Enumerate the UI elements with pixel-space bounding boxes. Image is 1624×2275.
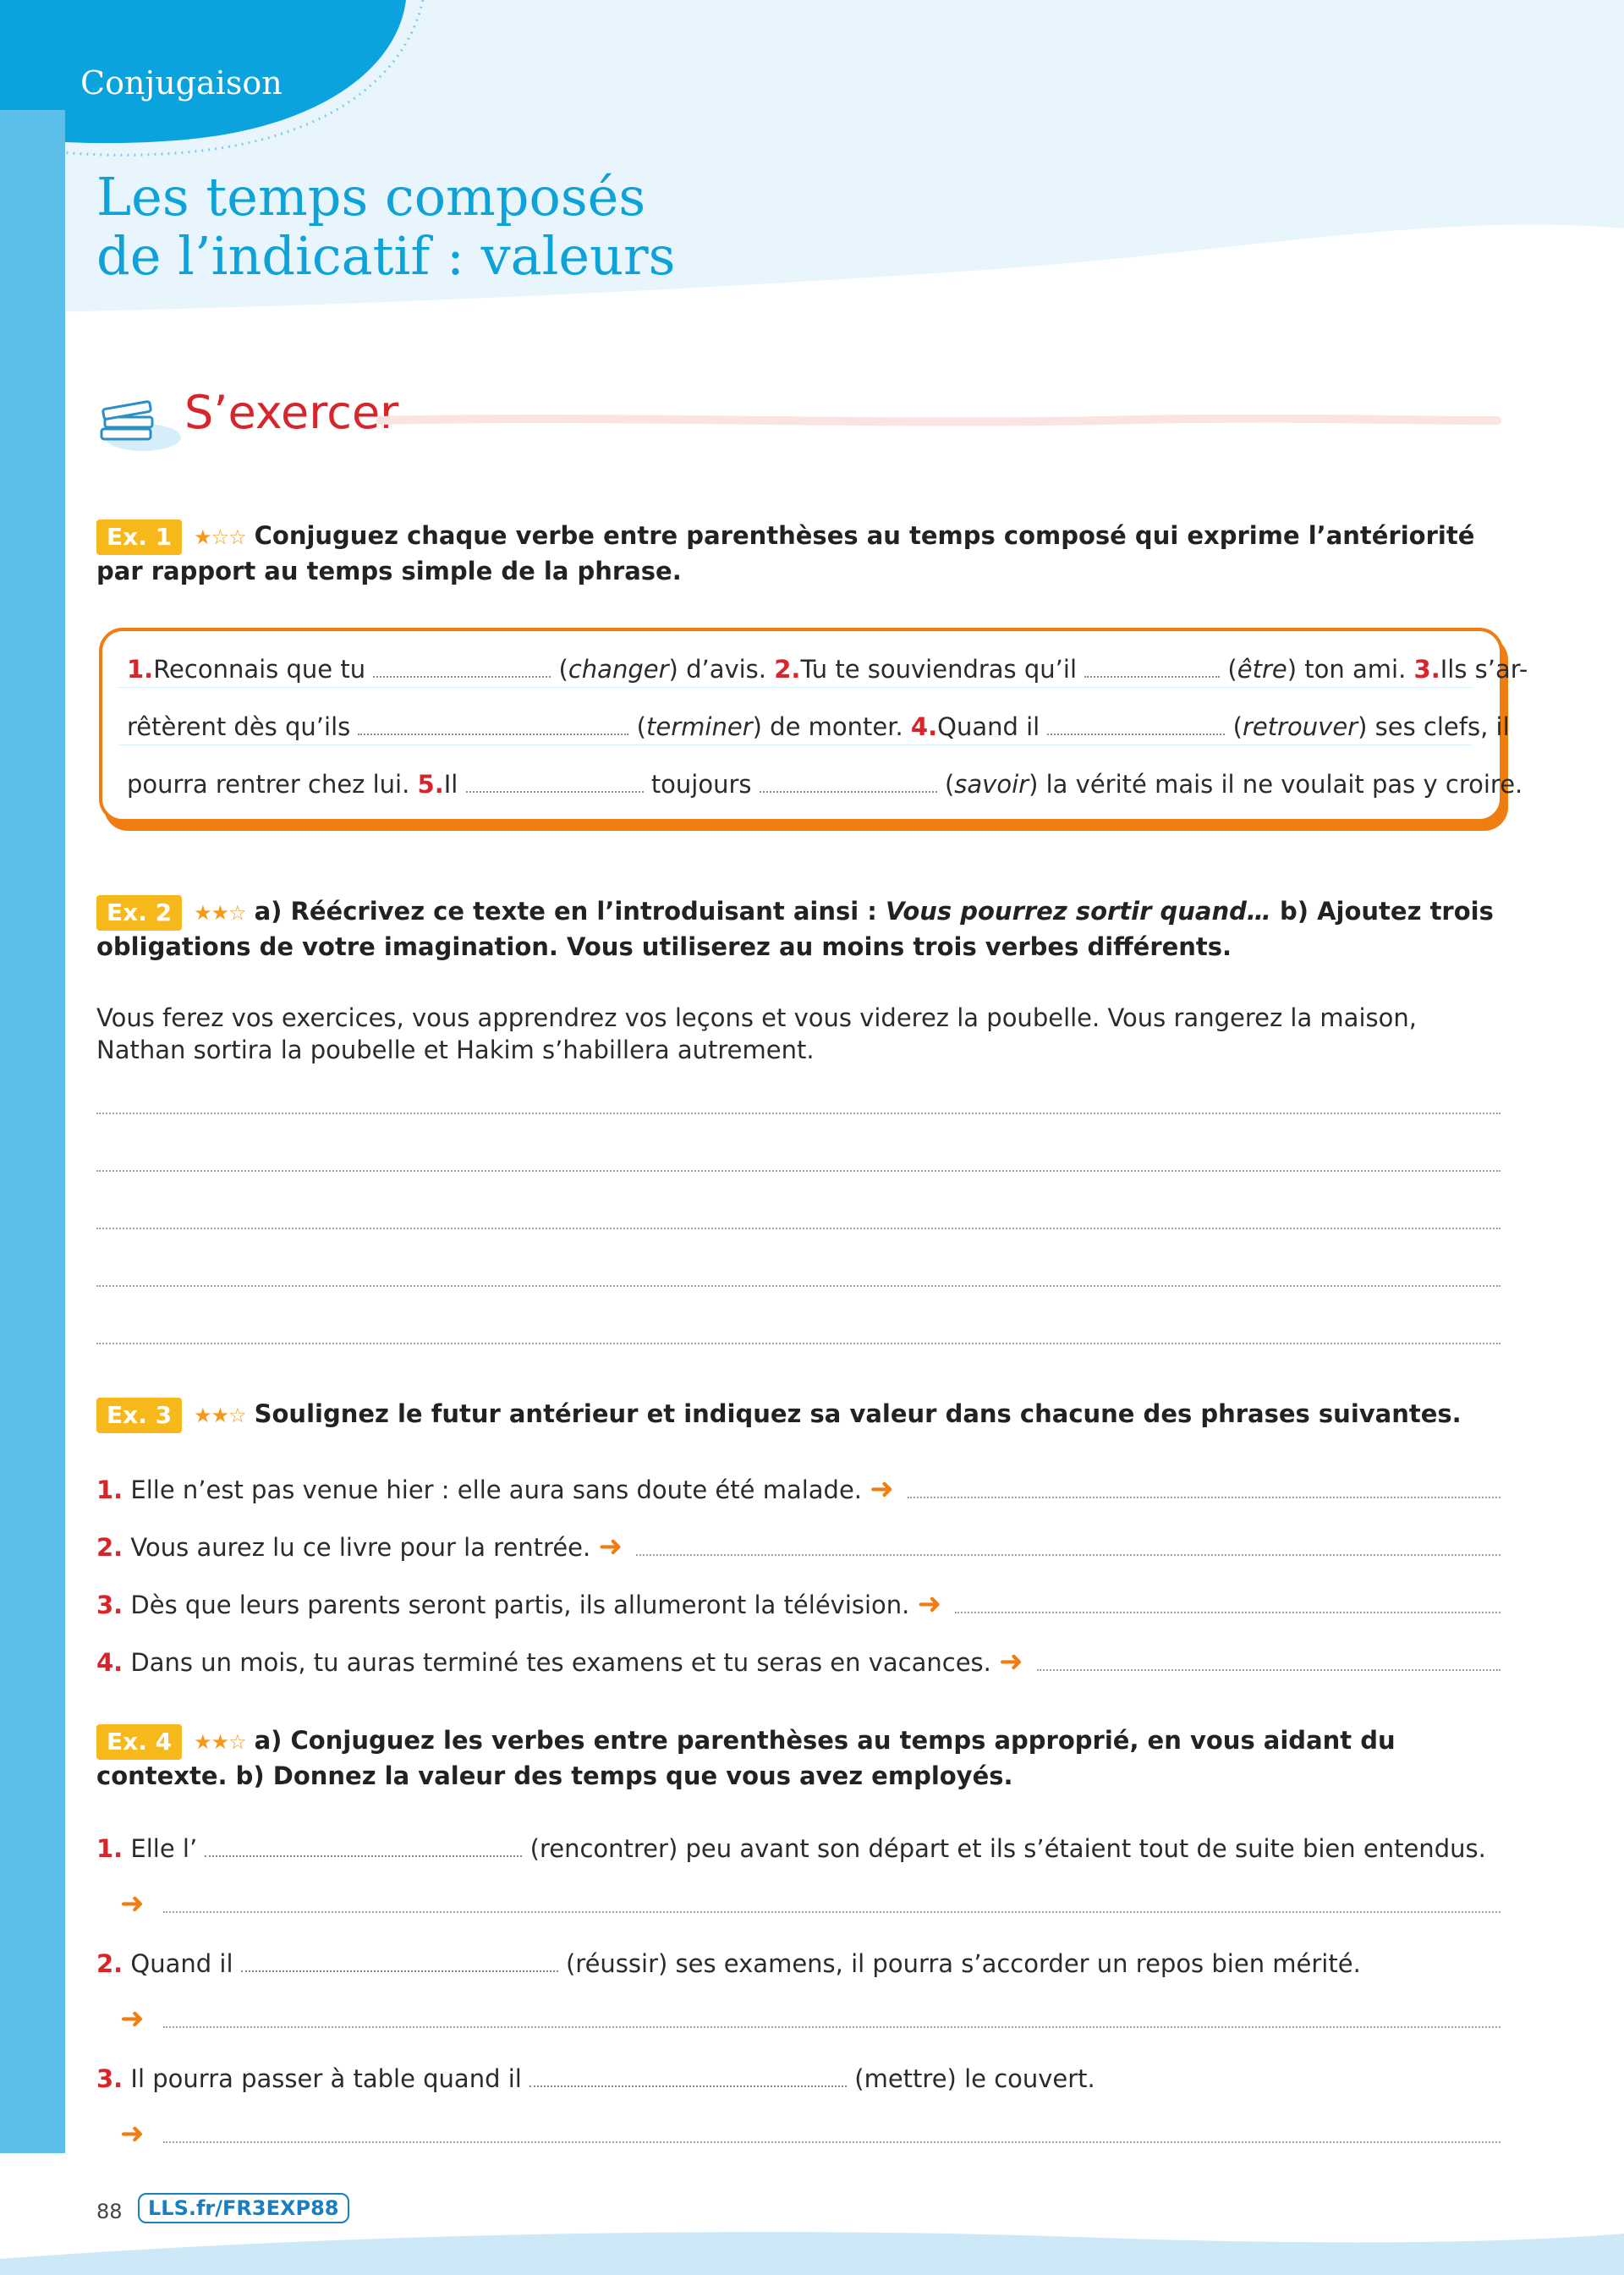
- arrow-icon: ➜: [120, 2002, 145, 2036]
- answer-line[interactable]: [955, 1612, 1501, 1613]
- ex1-text: ses clefs, il: [1374, 712, 1510, 741]
- page-title: [96, 168, 675, 286]
- answer-line[interactable]: [636, 1554, 1501, 1556]
- answer-blank[interactable]: [1047, 712, 1225, 735]
- ex4-value-line: [120, 2002, 1501, 2036]
- section-label: Conjugaison: [80, 64, 283, 102]
- books-icon: [96, 385, 181, 453]
- ex1-text: Tu te souviendras qu’il: [800, 655, 1077, 684]
- item-number: 2.: [96, 1533, 123, 1562]
- ex4-value-line: [120, 1887, 1501, 1921]
- ex1-text: Ils s’ar-: [1440, 655, 1528, 684]
- ex1-line-1: 1.Reconnais que tu (changer) d’avis. 2.Tu te souviendras qu’il (être) ton ami. 3.Ils s’ar-: [127, 655, 1528, 684]
- ex1-text: la vérité mais il ne voulait pas y croire.: [1045, 770, 1523, 799]
- answer-line[interactable]: [96, 1228, 1501, 1229]
- ex4-badge: Ex. 4: [96, 1724, 182, 1760]
- ex1-badge: Ex. 1: [96, 519, 182, 555]
- heading-underline: [376, 415, 1501, 426]
- ex1-text: de monter.: [770, 712, 903, 741]
- answer-line[interactable]: [1037, 1669, 1501, 1671]
- answer-line[interactable]: [163, 1911, 1501, 1913]
- answer-blank[interactable]: [760, 769, 937, 793]
- item-number: 3.: [96, 2064, 123, 2093]
- item-number: 1.: [127, 655, 154, 684]
- item-number: 4.: [96, 1648, 123, 1677]
- ex4-item: [96, 2063, 1095, 2095]
- answer-line[interactable]: [96, 1113, 1501, 1114]
- ex2-instruction-a: a) Réécrivez ce texte en l’introduisant ainsi :: [254, 897, 877, 926]
- page-number: 88: [96, 2200, 123, 2223]
- arrow-icon: ➜: [870, 1472, 894, 1506]
- answer-line[interactable]: [163, 2141, 1501, 2143]
- item-number: 4.: [910, 712, 938, 741]
- arrow-icon: ➜: [917, 1587, 942, 1621]
- ex3-sentence: Elle n’est pas venue hier : elle aura sans doute été malade.: [130, 1475, 863, 1504]
- ex1-instruction: Conjuguez chaque verbe entre parenthèses au temps composé qui exprime l’antériorité par rapport au temps simple de la phrase.: [96, 521, 1475, 585]
- ex1-text: Il: [443, 770, 458, 799]
- ex4-instruction-block: [96, 1724, 1501, 1792]
- ex4-text: Il pourra passer à table quand il: [130, 2064, 522, 2093]
- arrow-icon: ➜: [120, 2117, 145, 2151]
- difficulty-stars-icon: ★★☆: [194, 1730, 246, 1754]
- ex4-text: (réussir) ses examens, il pourra s’accorder un repos bien mérité.: [565, 1949, 1361, 1978]
- ex2-badge: Ex. 2: [96, 895, 182, 931]
- answer-line[interactable]: [96, 1343, 1501, 1344]
- ex1-line-2: rêtèrent dès qu’ils (terminer) de monter. 4.Quand il (retrouver) ses clefs, il: [127, 712, 1510, 741]
- item-number: 3.: [96, 1591, 123, 1619]
- item-number: 2.: [774, 655, 801, 684]
- answer-line[interactable]: [96, 1170, 1501, 1172]
- ex2-instruction-b: b) Ajoutez trois obligations de votre imagination. Vous utiliserez au moins trois verbes différents.: [96, 897, 1494, 961]
- ex1-text: Reconnais que tu: [153, 655, 366, 684]
- difficulty-stars-icon: ★★☆: [194, 901, 246, 925]
- ex1-text: ton ami.: [1304, 655, 1407, 684]
- side-band: [0, 110, 65, 2153]
- item-number: 3.: [1413, 655, 1440, 684]
- item-number: 5.: [417, 770, 444, 799]
- ex3-instruction-block: [96, 1398, 1501, 1433]
- verb-hint: retrouver: [1243, 712, 1358, 741]
- ex1-instruction-block: [96, 519, 1501, 587]
- ex4-value-line: [120, 2117, 1501, 2151]
- practice-heading: S’exercer: [184, 386, 399, 439]
- answer-blank[interactable]: [1084, 654, 1220, 678]
- verb-hint: savoir: [954, 770, 1029, 799]
- ex3-item: [96, 1473, 1501, 1506]
- ex3-instruction: Soulignez le futur antérieur et indiquez sa valeur dans chacune des phrases suivantes.: [254, 1399, 1462, 1428]
- ex4-instruction: a) Conjuguez les verbes entre parenthèses au temps approprié, en vous aidant du contexte. b) Donnez la valeur des temps que vous avez employés.: [96, 1726, 1396, 1790]
- ex4-text: Quand il: [130, 1949, 233, 1978]
- ex3-item: [96, 1530, 1501, 1563]
- answer-line[interactable]: [908, 1497, 1501, 1498]
- answer-blank[interactable]: [373, 654, 551, 678]
- item-number: 2.: [96, 1949, 123, 1978]
- difficulty-stars-icon: ★☆☆: [194, 525, 246, 549]
- page-title-line-2: de l’indicatif : valeurs: [96, 225, 676, 287]
- ex2-instruction-italic: Vous pourrez sortir quand…: [885, 897, 1271, 926]
- ex2-answer-area[interactable]: [96, 1113, 1501, 1344]
- difficulty-stars-icon: ★★☆: [194, 1404, 246, 1427]
- ex3-item: [96, 1588, 1501, 1621]
- ex3-sentence: Vous aurez lu ce livre pour la rentrée.: [130, 1533, 591, 1562]
- ex4-text: (mettre) le couvert.: [854, 2064, 1095, 2093]
- arrow-icon: ➜: [120, 1887, 145, 1921]
- verb-hint: être: [1237, 655, 1287, 684]
- answer-blank[interactable]: [358, 712, 628, 735]
- ex4-item: [96, 1833, 1486, 1865]
- answer-blank[interactable]: [529, 2063, 847, 2087]
- ex1-text: d’avis.: [686, 655, 767, 684]
- ex2-instruction-block: [96, 895, 1501, 963]
- ex3-item: [96, 1646, 1501, 1679]
- ex1-text: pourra rentrer chez lui.: [127, 770, 410, 799]
- ex1-text: toujours: [650, 770, 752, 799]
- verb-hint: terminer: [646, 712, 753, 741]
- ex4-text: (rencontrer) peu avant son départ et ils s’étaient tout de suite bien entendus.: [529, 1834, 1486, 1863]
- answer-line[interactable]: [96, 1285, 1501, 1287]
- item-number: 1.: [96, 1475, 123, 1504]
- answer-blank[interactable]: [241, 1948, 558, 1972]
- ex1-text: rêtèrent dès qu’ils: [127, 712, 351, 741]
- ex4-item: [96, 1948, 1361, 1980]
- arrow-icon: ➜: [598, 1530, 623, 1563]
- ex4-text: Elle l’: [130, 1834, 198, 1863]
- ex3-sentence: Dans un mois, tu auras terminé tes examens et tu seras en vacances.: [130, 1648, 991, 1677]
- answer-blank[interactable]: [205, 1833, 522, 1857]
- ex1-line-3: pourra rentrer chez lui. 5.Il toujours (savoir) la vérité mais il ne voulait pas y croire.: [127, 770, 1523, 799]
- resource-link[interactable]: LLS.fr/FR3EXP88: [138, 2193, 349, 2223]
- ex3-sentence: Dès que leurs parents seront partis, ils allumeront la télévision.: [130, 1591, 910, 1619]
- answer-blank[interactable]: [466, 769, 644, 793]
- ex1-text: Quand il: [937, 712, 1040, 741]
- arrow-icon: ➜: [999, 1645, 1023, 1679]
- verb-hint: changer: [568, 655, 669, 684]
- ex3-badge: Ex. 3: [96, 1398, 182, 1433]
- answer-line[interactable]: [163, 2026, 1501, 2028]
- page-title-line-1: Les temps composés: [96, 166, 646, 228]
- ex2-source-text: Vous ferez vos exercices, vous apprendrez vos leçons et vous viderez la poubelle. Vous rangerez la maison, Nathan sortira la poubelle et Hakim s’habillera autrement.: [96, 1003, 1417, 1064]
- item-number: 1.: [96, 1834, 123, 1863]
